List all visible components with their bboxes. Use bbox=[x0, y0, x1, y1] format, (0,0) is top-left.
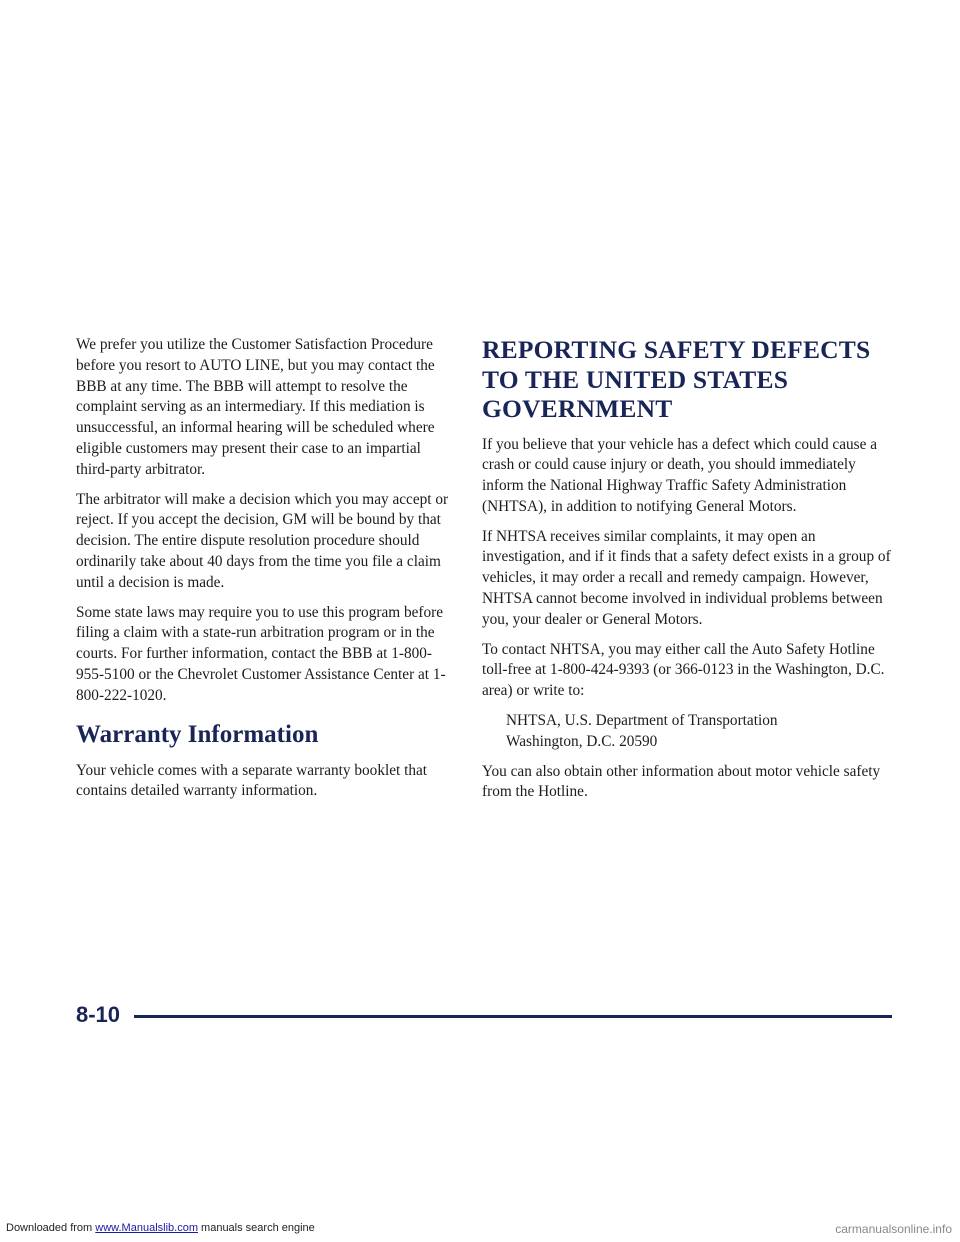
paragraph-customer-satisfaction: We prefer you utilize the Customer Satisfaction Procedure before you resort to AUTO LINE, but you may contact the BBB at any time. The BBB will attempt to resolve the complaint serving as an intermediary. If this mediation is unsuccessful, an informal hearing will be scheduled where eligible customers may present their case to an impartial third-party arbitrator. bbox=[76, 336, 435, 478]
left-column bbox=[76, 335, 458, 811]
paragraph-nhtsa-investigation: If NHTSA receives similar complaints, it may open an investigation, and if it finds that a safety defect exists in a group of vehicles, it may order a recall and remedy campaign. However, NHTSA cannot become involved in individual problems between you, your dealer or General Motors. bbox=[482, 527, 891, 628]
page-footer bbox=[76, 1002, 892, 1032]
paragraph-hotline-info: You can also obtain other information about motor vehicle safety from the Hotline. bbox=[482, 762, 881, 801]
nhtsa-address bbox=[482, 711, 892, 753]
right-column bbox=[482, 335, 892, 812]
heading-line-2: TO THE UNITED STATES bbox=[482, 364, 789, 394]
paragraph-contact-nhtsa: To contact NHTSA, you may either call the Auto Safety Hotline toll-free at 1-800-424-9393 (or 366-0123 in the Washington, D.C. area) or write to: bbox=[482, 640, 885, 700]
warranty-heading: Warranty Information bbox=[76, 720, 319, 748]
address-line-1: NHTSA, U.S. Department of Transportation bbox=[506, 712, 778, 730]
watermark-suffix: manuals search engine bbox=[197, 1222, 315, 1234]
paragraph-believe-defect: If you believe that your vehicle has a defect which could cause a crash or could cause injury or death, you should immediately inform the National Highway Traffic Safety Administration (NHTSA), in addition to notifying General Motors. bbox=[482, 435, 878, 515]
manualslib-link[interactable]: www.Manualslib.com bbox=[95, 1222, 198, 1234]
paragraph-state-laws: Some state laws may require you to use this program before filing a claim with a state-run arbitration program or in the courts. For further information, contact the BBB at 1-800-955-5100 or the Chevrolet Customer Assistance Center at 1-800-222-1020. bbox=[76, 603, 446, 704]
reporting-safety-defects-heading bbox=[482, 335, 892, 424]
brand-watermark: carmanualsonline.info bbox=[835, 1222, 952, 1236]
page-number: 8-10 bbox=[76, 1002, 121, 1027]
paragraph-warranty-booklet: Your vehicle comes with a separate warranty booklet that contains detailed warranty information. bbox=[76, 761, 428, 800]
heading-line-3: GOVERNMENT bbox=[482, 394, 673, 423]
paragraph-arbitrator-decision: The arbitrator will make a decision which you may accept or reject. If you accept the decision, GM will be bound by that decision. The entire dispute resolution procedure should ordinarily take about 40 days from the time you file a claim until a decision is made. bbox=[76, 490, 449, 591]
heading-line-1: REPORTING SAFETY DEFECTS bbox=[482, 335, 871, 364]
download-watermark bbox=[6, 1222, 315, 1234]
address-line-2: Washington, D.C. 20590 bbox=[506, 732, 658, 750]
watermark-prefix: Downloaded from bbox=[6, 1222, 96, 1234]
footer-rule bbox=[134, 1015, 892, 1018]
